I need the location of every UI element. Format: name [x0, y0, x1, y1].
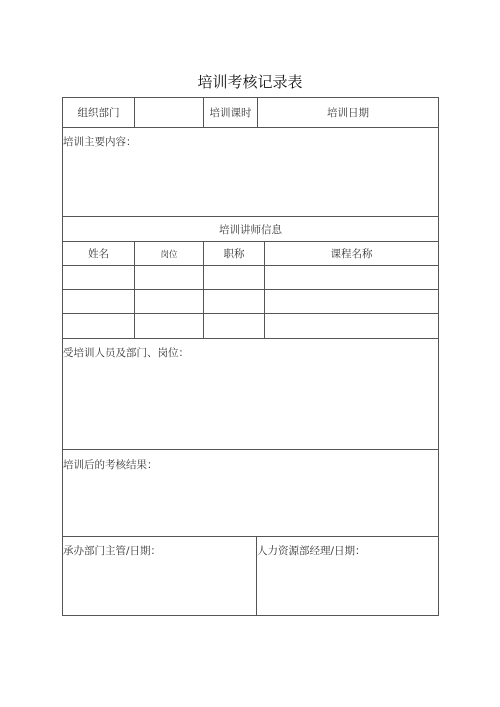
col-header-title: 职称 [223, 248, 245, 260]
date-label: 培训日期 [327, 107, 369, 119]
cell-position[interactable] [135, 266, 203, 289]
hline-1 [62, 127, 439, 128]
trainees-field[interactable] [63, 362, 438, 448]
dept-supervisor-sign-label: 承办部门主管/日期： [63, 545, 162, 557]
cell-course[interactable] [265, 314, 438, 338]
cell-name[interactable] [63, 314, 134, 338]
cell-name[interactable] [63, 290, 134, 313]
results-label: 培训后的考核结果： [63, 459, 158, 471]
col-header-course: 课程名称 [330, 248, 373, 260]
hr-manager-sign-field[interactable] [257, 560, 438, 615]
cell-name[interactable] [63, 266, 134, 289]
results-field[interactable] [63, 474, 438, 536]
form-title: 培训考核记录表 [197, 73, 303, 91]
dept-value-field[interactable] [135, 98, 203, 127]
hline-8 [62, 449, 439, 450]
cell-title[interactable] [204, 314, 264, 338]
hline-7 [62, 338, 439, 339]
border-bottom [62, 615, 439, 616]
hline-9 [62, 536, 439, 537]
cell-title[interactable] [204, 266, 264, 289]
cell-course[interactable] [265, 266, 438, 289]
cell-course[interactable] [265, 290, 438, 313]
border-right [438, 97, 439, 616]
dept-label: 组织部门 [77, 107, 120, 119]
col-header-position: 岗位 [160, 249, 178, 260]
cell-position[interactable] [135, 314, 203, 338]
trainees-label: 受培训人员及部门、岗位： [63, 347, 189, 359]
hr-manager-sign-label: 人力资源部经理/日期： [257, 545, 366, 557]
lecturer-section-title: 培训讲师信息 [219, 223, 282, 236]
dept-supervisor-sign-field[interactable] [63, 560, 256, 615]
cell-position[interactable] [135, 290, 203, 313]
content-field[interactable] [63, 150, 438, 216]
hours-label: 培训课时 [209, 107, 252, 119]
col-header-name: 姓名 [88, 248, 109, 260]
content-label: 培训主要内容： [63, 136, 137, 148]
cell-title[interactable] [204, 290, 264, 313]
